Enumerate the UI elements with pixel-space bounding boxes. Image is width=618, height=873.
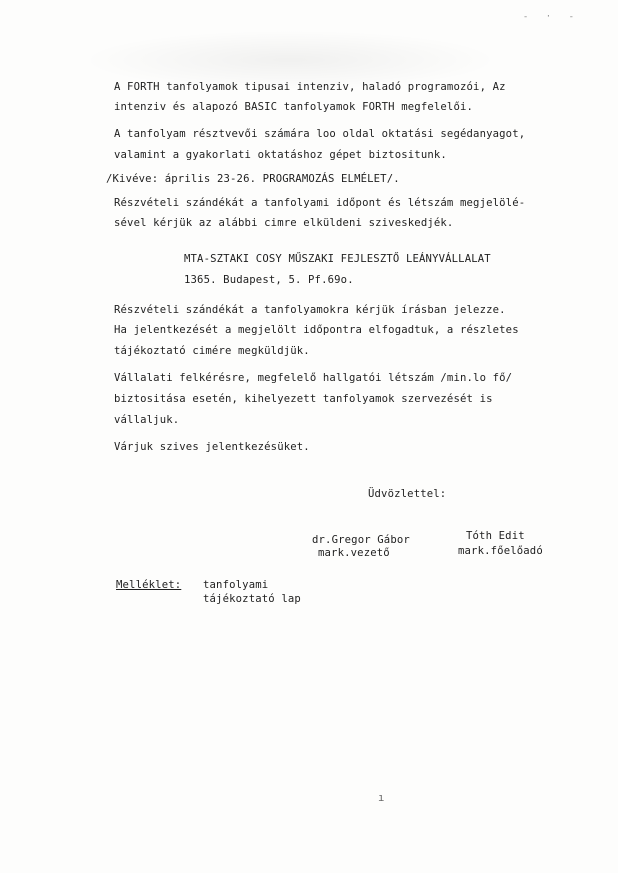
attachment-line1: tanfolyami [203, 579, 269, 591]
signatory-title: mark.főelőadó [458, 545, 543, 557]
paragraph5-line2: biztositása esetén, kihelyezett tanfolyamok szervezését is [114, 393, 493, 405]
attachment-label: Melléklet: [116, 579, 182, 591]
paragraph2-line2: valamint a gyakorlati oktatáshoz gépet biztositunk. [114, 149, 447, 161]
paragraph3-line1: Részvételi szándékát a tanfolyami időpont és létszám megjelölé- [114, 197, 526, 209]
corner-specks: - · - [522, 12, 580, 22]
exception-note: /Kivéve: április 23-26. PROGRAMOZÁS ELMÉLET/. [106, 173, 400, 185]
address-line1: MTA-SZTAKI COSY MŰSZAKI FEJLESZTŐ LEÁNYVÁLLALAT [184, 253, 491, 265]
paragraph4-line2: Ha jelentkezését a megjelölt időpontra elfogadtuk, a részletes [114, 324, 519, 336]
paragraph3-line2: sével kérjük az alábbi cimre elküldeni sziveskedjék. [114, 217, 454, 229]
signatory-title: mark.vezető [318, 547, 390, 559]
paragraph1-line2: intenziv és alapozó BASIC tanfolyamok FORTH megfelelői. [114, 101, 474, 113]
paragraph5-line1: Vállalati felkérésre, megfelelő hallgatói létszám /min.lo fő/ [114, 372, 513, 384]
stray-mark: ı [378, 792, 385, 804]
paragraph2-line1: A tanfolyam résztvevői számára loo oldal oktatási segédanyagot, [114, 128, 526, 140]
address-line2: 1365. Budapest, 5. Pf.69o. [184, 274, 354, 286]
paragraph5-line3: vállaljuk. [114, 414, 180, 426]
paragraph4-line3: tájékoztató cimére megküldjük. [114, 345, 310, 357]
paragraph4-line1: Részvételi szándékát a tanfolyamokra kérjük írásban jelezze. [114, 304, 506, 316]
greeting: Üdvözlettel: [368, 488, 447, 500]
attachment-line2: tájékoztató lap [203, 593, 301, 605]
closing-wish: Várjuk szives jelentkezésüket. [114, 441, 310, 453]
signatory-name: Tóth Edit [466, 530, 525, 542]
paragraph1-line1: A FORTH tanfolyamok tipusai intenziv, haladó programozói, Az [114, 81, 506, 93]
signatory-name: dr.Gregor Gábor [312, 534, 410, 546]
